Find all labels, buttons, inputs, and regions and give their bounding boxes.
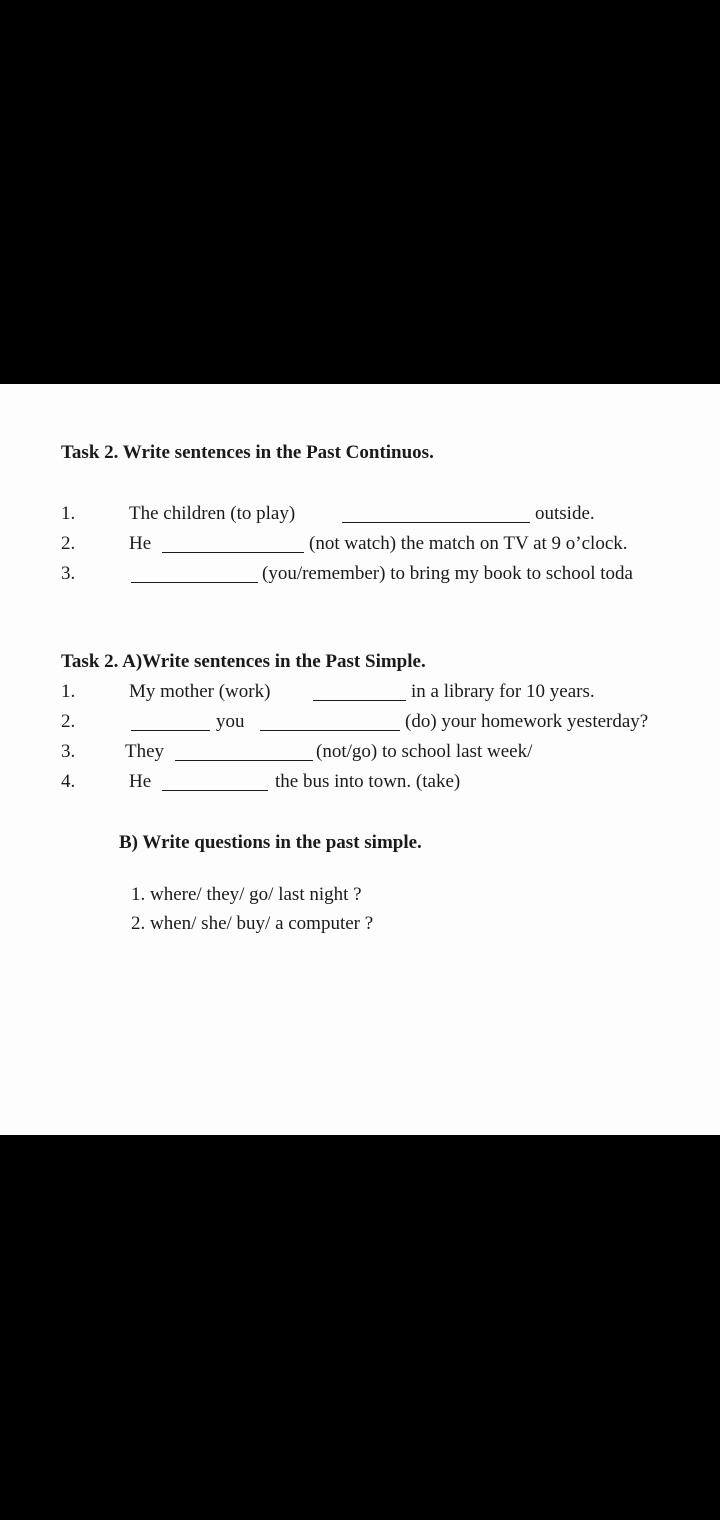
- answer-blank[interactable]: [260, 730, 400, 731]
- task-simple-heading: Task 2. A)Write sentences in the Past Simple.: [61, 651, 426, 672]
- item-text: They: [125, 741, 165, 762]
- answer-blank[interactable]: [131, 730, 210, 731]
- question-item: 1. where/ they/ go/ last night ?: [131, 884, 362, 905]
- item-number: 2.: [61, 711, 76, 732]
- questions-heading: B) Write questions in the past simple.: [119, 832, 422, 853]
- question-item: 2. when/ she/ buy/ a computer ?: [131, 913, 374, 934]
- item-text: (not watch) the match on TV at 9 o’clock.: [309, 533, 628, 554]
- item-text: The children (to play): [129, 503, 296, 524]
- item-number: 3.: [61, 563, 76, 584]
- item-text: He: [129, 533, 152, 554]
- item-number: 2.: [61, 533, 76, 554]
- answer-blank[interactable]: [162, 790, 268, 791]
- item-text: (not/go) to school last week/: [316, 741, 533, 762]
- item-number: 1.: [61, 503, 76, 524]
- item-text: outside.: [535, 503, 595, 524]
- worksheet: [0, 384, 720, 1135]
- item-text: (you/remember) to bring my book to school toda: [262, 563, 633, 584]
- item-text: My mother (work): [129, 681, 271, 702]
- answer-blank[interactable]: [175, 760, 313, 761]
- answer-blank[interactable]: [342, 522, 530, 523]
- answer-blank[interactable]: [313, 700, 406, 701]
- answer-blank[interactable]: [162, 552, 304, 553]
- item-number: 4.: [61, 771, 76, 792]
- bottom-black-band: [0, 1135, 720, 1520]
- item-text: (do) your homework yesterday?: [405, 711, 649, 732]
- answer-blank[interactable]: [131, 582, 258, 583]
- item-number: 3.: [61, 741, 76, 762]
- item-text: in a library for 10 years.: [411, 681, 595, 702]
- item-text: you: [216, 711, 245, 732]
- item-text: the bus into town. (take): [275, 771, 461, 792]
- item-text: He: [129, 771, 152, 792]
- item-number: 1.: [61, 681, 76, 702]
- top-black-band: [0, 0, 720, 384]
- task-continuous-heading: Task 2. Write sentences in the Past Continuos.: [61, 442, 434, 463]
